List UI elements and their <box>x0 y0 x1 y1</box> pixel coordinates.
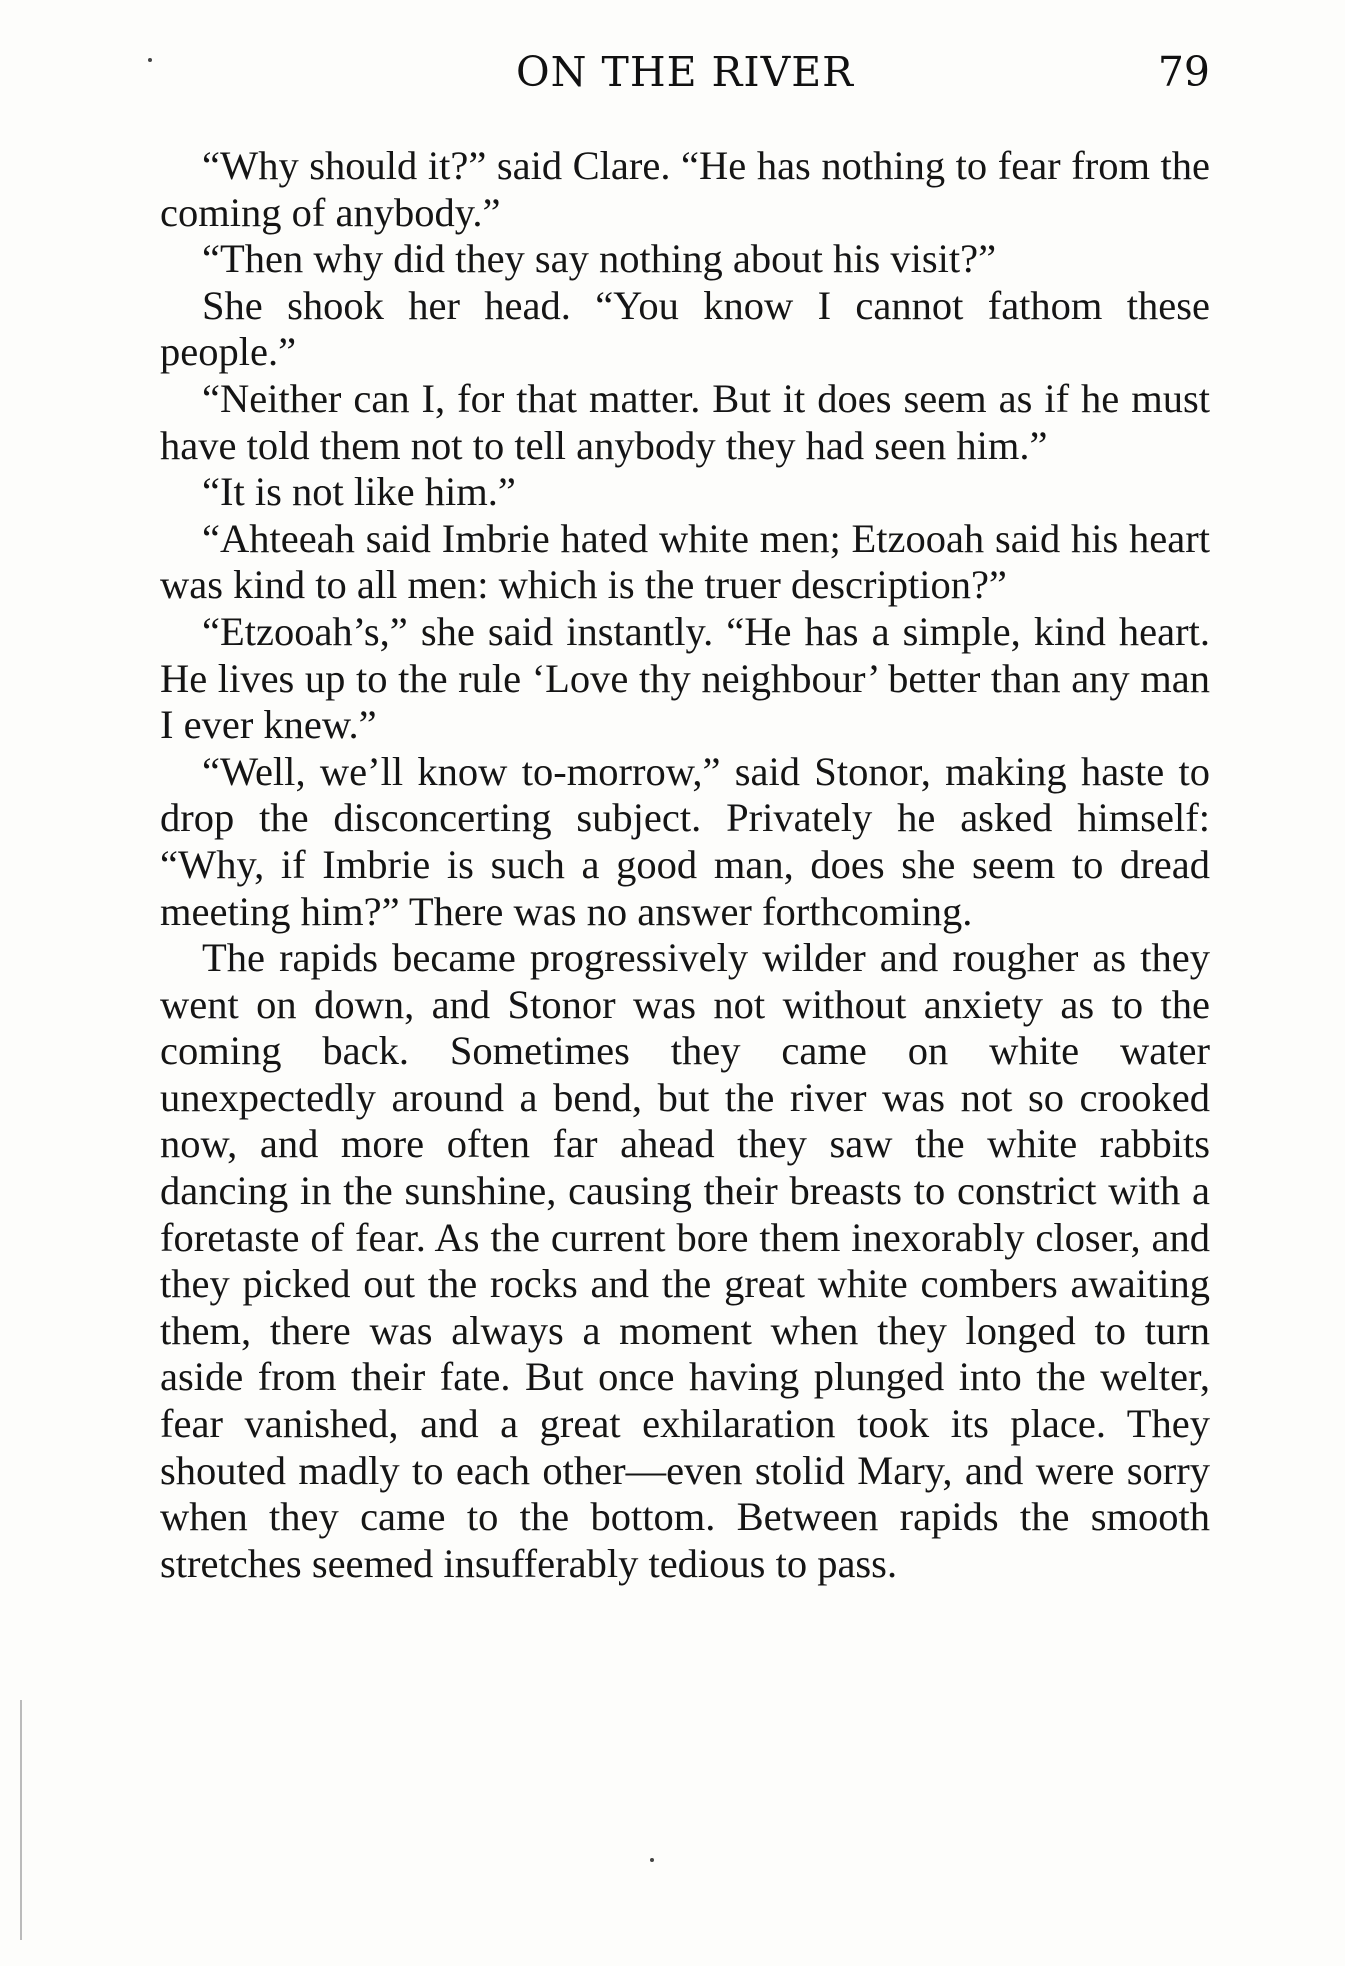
paragraph: The rapids became progressively wilder and rougher as they went on down, and Stonor was not without anxiety as to the coming back. Sometimes they came on white water unexpectedly around a bend, but the river was not so crooked now, and more often far ahead they saw the white rabbits dancing in the sunshine, causing their breasts to constrict with a foretaste of fear. As the current bore them inexorably closer, and they picked out the rocks and the great white combers awaiting them, there was always a moment when they longed to turn aside from their fate. But once having plunged into the welter, fear vanished, and a great exhilaration took its place. They shouted madly to each other—even stolid Mary, and were sorry when they came to the bottom. Between rapids the smooth stretches seemed insufferably tedious to pass. <box>160 935 1210 1586</box>
running-head-title: ON THE RIVER <box>515 48 855 96</box>
running-head <box>160 48 1210 98</box>
ink-speck <box>148 58 152 62</box>
ink-speck <box>650 1858 654 1862</box>
paragraph: “Then why did they say nothing about his visit?” <box>202 236 997 282</box>
paragraph: “It is not like him.” <box>202 469 516 515</box>
paragraph: She shook her head. “You know I cannot fathom these people.” <box>160 282 1210 375</box>
paragraph: “Well, we’ll know to-morrow,” said Stonor, making haste to drop the disconcerting subject. Privately he asked himself: “Why, if Imbrie is such a good man, does she seem to dread meeting him?” There was no answer forthcoming. <box>160 748 1210 934</box>
paragraph: “Ahteeah said Imbrie hated white men; Etzooah said his heart was kind to all men: which is the truer description?” <box>160 515 1210 608</box>
paragraph: “Neither can I, for that matter. But it does seem as if he must have told them not to tell anybody they had seen him.” <box>160 375 1210 468</box>
paragraph: “Etzooah’s,” she said instantly. “He has a simple, kind heart. He lives up to the rule ‘Love thy neighbour’ better than any man I ever knew.” <box>160 608 1210 748</box>
body-text <box>160 143 1210 1587</box>
paragraph: “Why should it?” said Clare. “He has nothing to fear from the coming of anybody.” <box>160 143 1210 235</box>
left-margin-mark <box>20 1700 22 1940</box>
page-number: 79 <box>1157 48 1210 96</box>
